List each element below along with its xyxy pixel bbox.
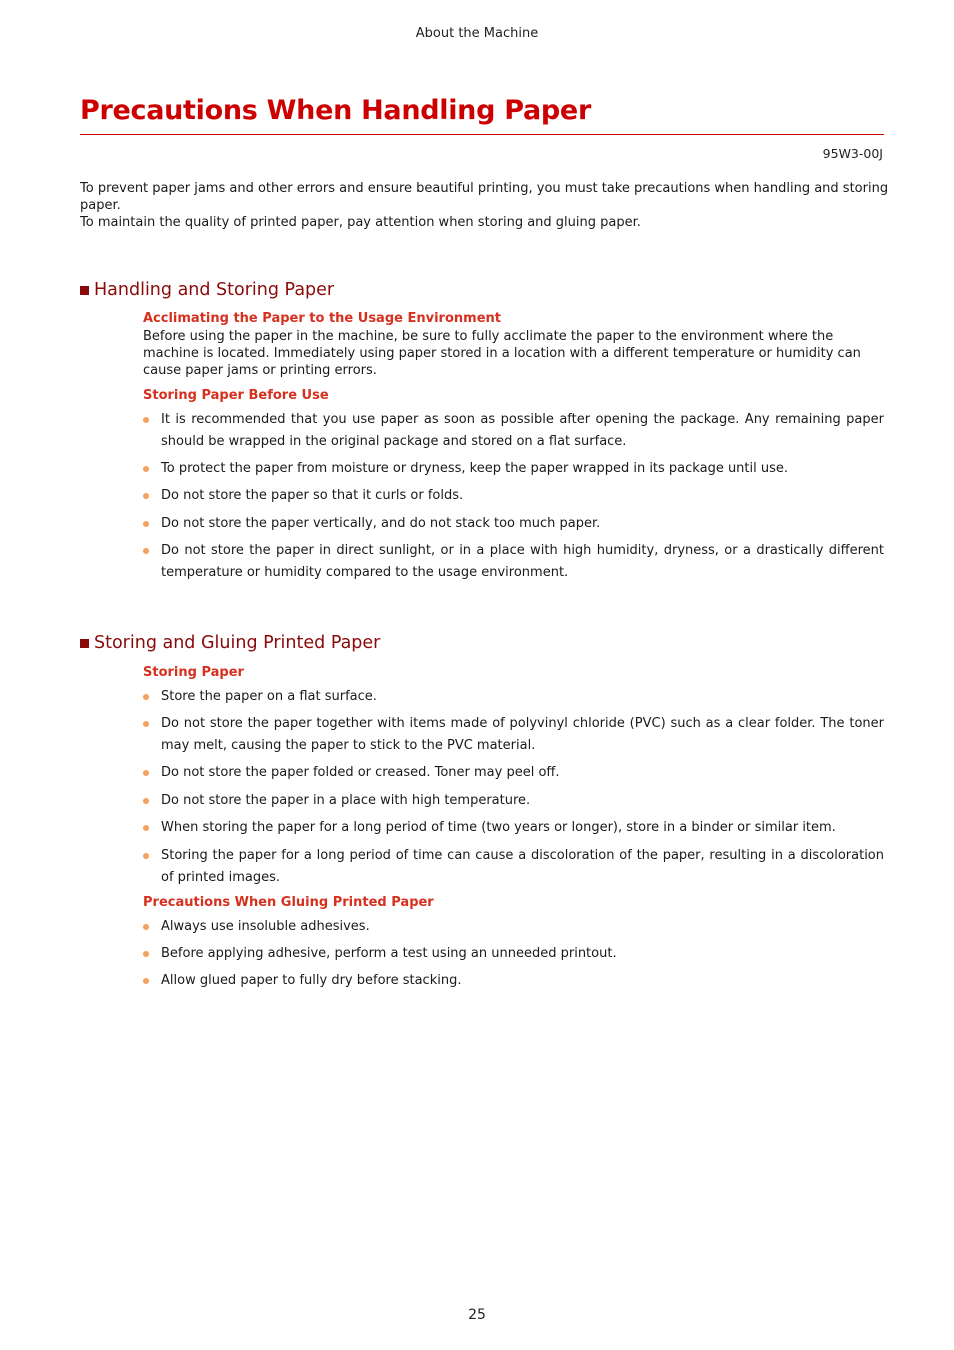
intro-line: To prevent paper jams and other errors and ensure beautiful printing, you must take precautions when handling and storing paper. bbox=[80, 181, 889, 213]
subsection-gluing bbox=[143, 894, 884, 992]
square-bullet-icon bbox=[80, 639, 89, 648]
list-item: Allow glued paper to fully dry before stacking. bbox=[143, 970, 884, 992]
bullet-list bbox=[143, 686, 884, 889]
list-item: Always use insoluble adhesives. bbox=[143, 916, 884, 938]
bullet-dot-icon bbox=[143, 951, 149, 957]
list-item: Do not store the paper together with items made of polyvinyl chloride (PVC) such as a clear folder. The toner may melt, causing the paper to stick to the PVC material. bbox=[143, 713, 884, 757]
bullet-dot-icon bbox=[143, 466, 149, 472]
page-title: Precautions When Handling Paper bbox=[80, 95, 591, 126]
section-heading-storing-gluing bbox=[80, 633, 380, 653]
subsection-paragraph: Before using the paper in the machine, be sure to fully acclimate the paper to the environment where the machine is located. Immediately using paper stored in a location with a different temperature or humidity can cause paper jams or printing errors. bbox=[143, 329, 861, 378]
bullet-list bbox=[143, 916, 884, 992]
subsection-acclimating bbox=[143, 310, 884, 379]
bullet-list bbox=[143, 409, 884, 584]
title-divider bbox=[80, 134, 884, 135]
section-heading-text: Storing and Gluing Printed Paper bbox=[94, 633, 381, 653]
bullet-dot-icon bbox=[143, 978, 149, 984]
bullet-dot-icon bbox=[143, 694, 149, 700]
subsection-storing-paper bbox=[143, 664, 884, 889]
list-item: Do not store the paper in a place with high temperature. bbox=[143, 790, 884, 812]
intro-line: To maintain the quality of printed paper, pay attention when storing and gluing paper. bbox=[80, 215, 641, 230]
bullet-dot-icon bbox=[143, 798, 149, 804]
bullet-dot-icon bbox=[143, 770, 149, 776]
bullet-dot-icon bbox=[143, 548, 149, 554]
subsection-heading: Precautions When Gluing Printed Paper bbox=[143, 895, 434, 910]
document-id: 95W3-00J bbox=[822, 146, 883, 161]
list-item: Do not store the paper in direct sunlight, or in a place with high humidity, dryness, or a drastically different temperature or humidity compared to the usage environment. bbox=[143, 540, 884, 584]
bullet-dot-icon bbox=[143, 721, 149, 727]
subsection-storing-before-use bbox=[143, 387, 884, 584]
bullet-dot-icon bbox=[143, 417, 149, 423]
list-item: To protect the paper from moisture or dryness, keep the paper wrapped in its package until use. bbox=[143, 458, 884, 480]
list-item: Do not store the paper so that it curls or folds. bbox=[143, 485, 884, 507]
section-heading-text: Handling and Storing Paper bbox=[94, 280, 335, 300]
bullet-dot-icon bbox=[143, 924, 149, 930]
intro-text bbox=[80, 180, 890, 231]
list-item: Store the paper on a flat surface. bbox=[143, 686, 884, 708]
subsection-heading: Storing Paper bbox=[143, 665, 244, 680]
section-heading-handling-storing bbox=[80, 280, 334, 300]
list-item: When storing the paper for a long period of time (two years or longer), store in a binder or similar item. bbox=[143, 817, 884, 839]
square-bullet-icon bbox=[80, 286, 89, 295]
list-item: Do not store the paper folded or creased. Toner may peel off. bbox=[143, 762, 884, 784]
list-item: Before applying adhesive, perform a test using an unneeded printout. bbox=[143, 943, 884, 965]
running-header: About the Machine bbox=[415, 26, 539, 41]
bullet-dot-icon bbox=[143, 825, 149, 831]
bullet-dot-icon bbox=[143, 521, 149, 527]
page-number: 25 bbox=[468, 1307, 486, 1323]
bullet-dot-icon bbox=[143, 853, 149, 859]
list-item: Do not store the paper vertically, and do not stack too much paper. bbox=[143, 513, 884, 535]
list-item: Storing the paper for a long period of time can cause a discoloration of the paper, resulting in a discoloration of printed images. bbox=[143, 845, 884, 889]
subsection-heading: Acclimating the Paper to the Usage Environment bbox=[143, 311, 501, 326]
list-item: It is recommended that you use paper as soon as possible after opening the package. Any remaining paper should be wrapped in the original package and stored on a flat surface. bbox=[143, 409, 884, 453]
subsection-heading: Storing Paper Before Use bbox=[143, 388, 329, 403]
bullet-dot-icon bbox=[143, 493, 149, 499]
